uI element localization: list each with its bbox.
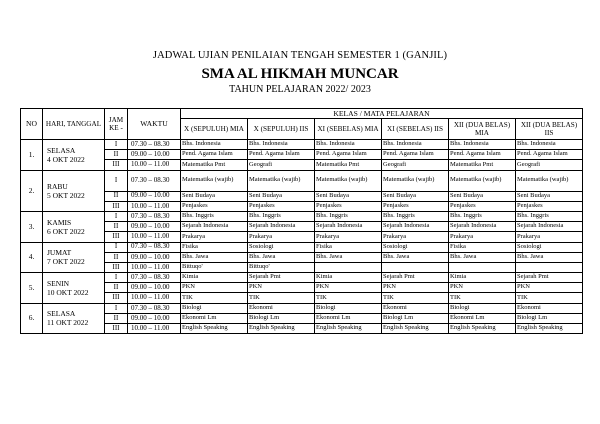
subject-cell: Sejarah Pmt [516,273,583,283]
subject-cell: TIK [516,293,583,303]
subject-cell: Ekonomi [516,303,583,313]
time-slot: 09.00 – 10.00 [128,191,181,201]
exam-date: 7 OKT 2022 [47,257,85,267]
subject-cell: PKN [516,283,583,293]
subject-cell: Penjaskes [181,201,248,211]
table-row [21,191,583,201]
table-row [21,160,583,170]
subject-cell: Pend. Agama Islam [315,150,382,160]
header-class: XI (SEBELAS) MIA [315,119,382,140]
session-number: I [105,303,128,313]
table-row [21,211,583,221]
subject-cell: English Speaking [382,324,449,334]
subject-cell: Bhs. Jawa [382,252,449,262]
time-slot: 07.30 – 08.30 [128,211,181,221]
header-class: XII (DUA BELAS) IIS [516,119,583,140]
exam-schedule-table [20,108,583,334]
header-class: X (SEPULUH) IIS [248,119,315,140]
time-slot: 09.00 – 10.00 [128,283,181,293]
subject-cell: PKN [181,283,248,293]
table-row [21,140,583,150]
subject-cell: English Speaking [181,324,248,334]
session-number: I [105,211,128,221]
exam-date: 11 OKT 2022 [47,318,89,328]
subject-cell: TIK [315,293,382,303]
header-class: XI (SEBELAS) IIS [382,119,449,140]
schedule-body [21,140,583,334]
subject-cell: English Speaking [516,324,583,334]
subject-cell: Sosiologi [516,242,583,252]
time-slot: 10.00 – 11.00 [128,324,181,334]
subject-cell: Bhs. Jawa [315,252,382,262]
subject-cell: Sosiologi [248,242,315,252]
table-row [21,201,583,211]
subject-cell: Bhs. Inggris [248,211,315,221]
subject-cell: Prakarya [248,232,315,242]
subject-cell: Matematika Pmt [449,160,516,170]
subject-cell: Penjaskes [449,201,516,211]
day-name: SELASA [47,309,76,319]
header-class-group: KELAS / MATA PELAJARAN [181,109,583,119]
subject-cell: Bittuqo' [248,262,315,272]
row-number: 1. [21,140,43,171]
subject-cell: Biologi Lm [516,313,583,323]
subject-cell: Bittuqo' [181,262,248,272]
subject-cell: Biologi [449,303,516,313]
subject-cell [516,262,583,272]
subject-cell: Seni Budaya [449,191,516,201]
time-slot: 10.00 – 11.00 [128,232,181,242]
subject-cell: Bhs. Jawa [181,252,248,262]
subject-cell: Sejarah Indonesia [449,222,516,232]
day-name: SELASA [47,145,76,155]
time-slot: 07.30 – 08.30 [128,170,181,191]
subject-cell: English Speaking [248,324,315,334]
subject-cell: Ekonomi Lm [449,313,516,323]
exam-date: 4 OKT 2022 [47,154,85,164]
day-name: JUMAT [47,248,72,258]
subject-cell: Seni Budaya [248,191,315,201]
subject-cell: Bhs. Inggris [449,211,516,221]
subject-cell: Matematika Pmt [315,160,382,170]
subject-cell: Bhs. Indonesia [315,140,382,150]
subject-cell: Sosiologi [382,242,449,252]
session-number: III [105,232,128,242]
header-class: XII (DUA BELAS) MIA [449,119,516,140]
subject-cell: Bhs. Indonesia [516,140,583,150]
subject-cell: Bhs. Indonesia [382,140,449,150]
subject-cell: Seni Budaya [516,191,583,201]
subject-cell: Bhs. Jawa [248,252,315,262]
subject-cell: Seni Budaya [181,191,248,201]
subject-cell: Penjaskes [315,201,382,211]
header-time: WAKTU [128,109,181,140]
subject-cell [382,262,449,272]
table-row [21,293,583,303]
session-number: II [105,252,128,262]
subject-cell: Sejarah Indonesia [315,222,382,232]
day-name: SENIN [47,278,70,288]
session-number: II [105,283,128,293]
row-number: 6. [21,303,43,334]
time-slot: 10.00 – 11.00 [128,262,181,272]
day-date-cell [43,303,105,334]
header-day-date: HARI, TANGGAL [43,109,105,140]
table-row [21,150,583,160]
subject-cell: Penjaskes [516,201,583,211]
subject-cell: TIK [248,293,315,303]
subject-cell: Matematika (wajib) [315,170,382,191]
session-number: I [105,242,128,252]
school-name: SMA AL HIKMAH MUNCAR [201,66,399,82]
subject-cell: Pend. Agama Islam [181,150,248,160]
time-slot: 07.30 – 08.30 [128,242,181,252]
row-number: 4. [21,242,43,273]
table-row [21,262,583,272]
time-slot: 09.00 – 10.00 [128,150,181,160]
session-number: II [105,150,128,160]
table-row [21,324,583,334]
subject-cell: Kimia [315,273,382,283]
exam-date: 6 OKT 2022 [47,226,85,236]
time-slot: 07.30 – 08.30 [128,140,181,150]
session-number: III [105,201,128,211]
subject-cell: Sejarah Pmt [248,273,315,283]
subject-cell: Sejarah Indonesia [382,222,449,232]
subject-cell: PKN [248,283,315,293]
subject-cell: Prakarya [516,232,583,242]
subject-cell: Geografi [516,160,583,170]
subject-cell: TIK [181,293,248,303]
subject-cell: Bhs. Indonesia [181,140,248,150]
day-date-cell [43,140,105,171]
subject-cell: Biologi Lm [382,313,449,323]
subject-cell: TIK [382,293,449,303]
time-slot: 07.30 – 08.30 [128,303,181,313]
subject-cell: Fisika [449,242,516,252]
day-name: RABU [47,181,68,191]
row-number: 2. [21,170,43,211]
subject-cell: Kimia [181,273,248,283]
subject-cell: Matematika (wajib) [248,170,315,191]
session-number: II [105,222,128,232]
subject-cell: Pend. Agama Islam [382,150,449,160]
subject-cell: Penjaskes [382,201,449,211]
subject-cell: Ekonomi Lm [315,313,382,323]
subject-cell: Bhs. Indonesia [449,140,516,150]
subject-cell: Sejarah Indonesia [181,222,248,232]
time-slot: 07.30 – 08.30 [128,273,181,283]
session-number: III [105,262,128,272]
day-date-cell [43,273,105,304]
subject-cell: Bhs. Inggris [382,211,449,221]
exam-date: 5 OKT 2022 [47,190,85,200]
session-number: I [105,170,128,191]
subject-cell: Prakarya [449,232,516,242]
subject-cell: Bhs. Jawa [516,252,583,262]
table-row [21,313,583,323]
subject-cell: Geografi [382,160,449,170]
subject-cell: Matematika (wajib) [449,170,516,191]
subject-cell: Penjaskes [248,201,315,211]
subject-cell: Bhs. Inggris [315,211,382,221]
session-number: III [105,324,128,334]
subject-cell: Matematika (wajib) [181,170,248,191]
session-number: III [105,293,128,303]
subject-cell: Ekonomi Lm [181,313,248,323]
subject-cell: Fisika [181,242,248,252]
subject-cell: Seni Budaya [382,191,449,201]
table-row [21,232,583,242]
day-date-cell [43,242,105,273]
header-session: JAM KE - [105,109,128,140]
subject-cell: English Speaking [315,324,382,334]
subject-cell: Bhs. Jawa [449,252,516,262]
time-slot: 09.00 – 10.00 [128,313,181,323]
session-number: II [105,313,128,323]
day-name: KAMIS [47,217,72,227]
subject-cell: Bhs. Inggris [516,211,583,221]
table-row [21,273,583,283]
day-date-cell [43,211,105,242]
document-title: JADWAL UJIAN PENILAIAN TENGAH SEMESTER 1 (GANJIL) [152,50,448,61]
subject-cell: Prakarya [315,232,382,242]
subject-cell: Pend. Agama Islam [449,150,516,160]
subject-cell: Ekonomi [382,303,449,313]
table-row [21,222,583,232]
table-row [21,242,583,252]
subject-cell: TIK [449,293,516,303]
header-class: X (SEPULUH) MIA [181,119,248,140]
subject-cell: Fisika [315,242,382,252]
session-number: III [105,160,128,170]
subject-cell [315,262,382,272]
table-row [21,303,583,313]
subject-cell: Ekonomi [248,303,315,313]
subject-cell: PKN [315,283,382,293]
subject-cell: Sejarah Indonesia [516,222,583,232]
subject-cell: Pend. Agama Islam [516,150,583,160]
subject-cell: Matematika (wajib) [516,170,583,191]
subject-cell: Sejarah Pmt [382,273,449,283]
subject-cell: English Speaking [449,324,516,334]
subject-cell: PKN [382,283,449,293]
session-number: II [105,191,128,201]
row-number: 3. [21,211,43,242]
header-no: NO [21,109,43,140]
time-slot: 09.00 – 10.00 [128,252,181,262]
row-number: 5. [21,273,43,304]
academic-year: TAHUN PELAJARAN 2022/ 2023 [229,84,371,95]
subject-cell: Bhs. Indonesia [248,140,315,150]
subject-cell: Matematika (wajib) [382,170,449,191]
subject-cell: Geografi [248,160,315,170]
subject-cell: Kimia [449,273,516,283]
subject-cell: PKN [449,283,516,293]
time-slot: 09.00 – 10.00 [128,222,181,232]
subject-cell: Bhs. Inggris [181,211,248,221]
table-row [21,283,583,293]
exam-date: 10 OKT 2022 [47,287,89,297]
subject-cell: Sejarah Indonesia [248,222,315,232]
session-number: I [105,140,128,150]
subject-cell [449,262,516,272]
time-slot: 10.00 – 11.00 [128,201,181,211]
time-slot: 10.00 – 11.00 [128,160,181,170]
subject-cell: Matematika Pmt [181,160,248,170]
subject-cell: Pend. Agama Islam [248,150,315,160]
day-date-cell [43,170,105,211]
subject-cell: Biologi [315,303,382,313]
subject-cell: Prakarya [382,232,449,242]
time-slot: 10.00 – 11.00 [128,293,181,303]
session-number: I [105,273,128,283]
table-row [21,170,583,191]
subject-cell: Biologi Lm [248,313,315,323]
subject-cell: Prakarya [181,232,248,242]
table-row [21,252,583,262]
subject-cell: Biologi [181,303,248,313]
subject-cell: Seni Budaya [315,191,382,201]
